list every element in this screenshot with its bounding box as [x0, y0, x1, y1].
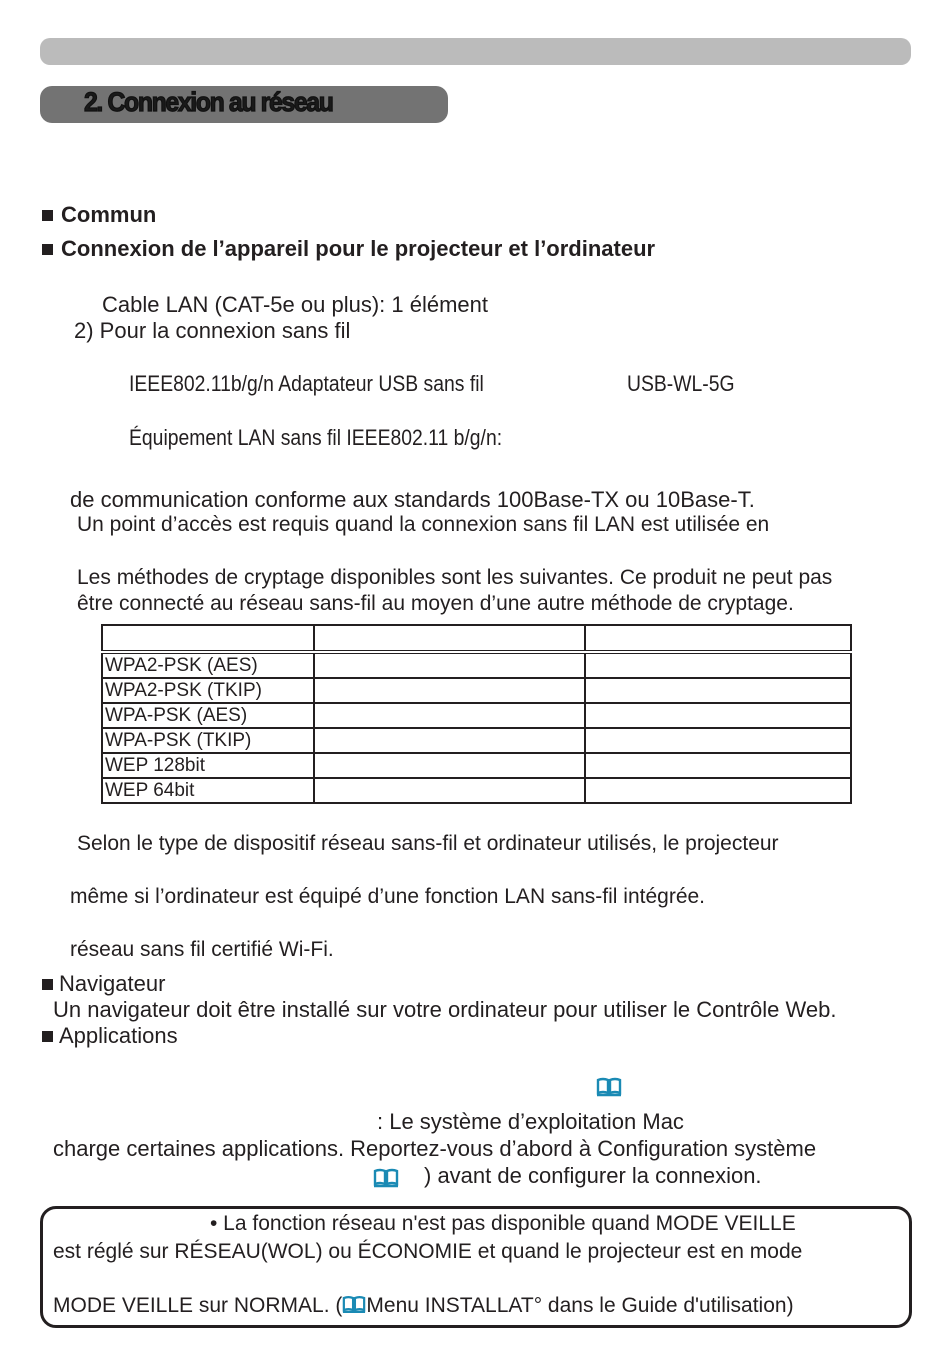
heading-navigateur: [42, 971, 165, 997]
note-line-2: est réglé sur RÉSEAU(WOL) ou ÉCONOMIE et quand le projecteur est en mode: [53, 1240, 803, 1263]
table-cell: [585, 753, 851, 778]
table-header-cell: [585, 625, 851, 652]
cable-lan-text: Cable LAN (CAT-5e ou plus): 1 élément: [102, 292, 488, 317]
encryption-table: [101, 624, 852, 804]
note-line-1: • La fonction réseau n'est pas disponible quand MODE VEILLE: [210, 1212, 796, 1235]
mac-text: : Le système d’exploitation Mac: [377, 1109, 684, 1134]
navigateur-text: Un navigateur doit être installé sur votre ordinateur pour utiliser le Contrôle Web.: [53, 997, 837, 1022]
book-icon: [373, 1168, 399, 1188]
header-bar: [40, 38, 911, 65]
encryption-text-1: Les méthodes de cryptage disponibles sont les suivantes. Ce produit ne peut pas: [77, 566, 833, 589]
table-cell-method: WPA2-PSK (TKIP): [102, 678, 314, 703]
section-title: 2. Connexion au réseau: [84, 87, 333, 117]
usb-model-text: USB-WL-5G: [627, 371, 735, 396]
table-cell: [314, 678, 585, 703]
charge-text: charge certaines applications. Reportez-vous d’abord à Configuration système: [53, 1136, 817, 1161]
square-bullet-icon: [42, 1031, 53, 1042]
meme-text: même si l’ordinateur est équipé d’une fonction LAN sans-fil intégrée.: [70, 885, 706, 908]
book-icon: [342, 1295, 366, 1314]
book-icon: [596, 1077, 622, 1097]
table-row: [102, 652, 851, 678]
note-line-3-end: Menu INSTALLAT° dans le Guide d'utilisation): [366, 1294, 794, 1317]
table-cell: [585, 703, 851, 728]
table-cell: [314, 703, 585, 728]
heading-connexion: [42, 236, 655, 262]
heading-connexion-text: Connexion de l’appareil pour le projecteur et l’ordinateur: [61, 236, 656, 261]
wireless-equipment-text: Équipement LAN sans fil IEEE802.11 b/g/n:: [129, 425, 503, 450]
table-cell-method: WPA-PSK (TKIP): [102, 728, 314, 753]
table-row: [102, 703, 851, 728]
table-cell: [314, 778, 585, 803]
heading-commun: [42, 202, 156, 228]
square-bullet-icon: [42, 210, 53, 221]
reseau-text: réseau sans fil certifié Wi-Fi.: [70, 938, 334, 961]
square-bullet-icon: [42, 244, 53, 255]
selon-text: Selon le type de dispositif réseau sans-fil et ordinateur utilisés, le projecteur: [77, 832, 779, 855]
standards-text: de communication conforme aux standards 100Base-TX ou 10Base-T.: [70, 487, 755, 512]
table-header-row: [102, 625, 851, 652]
note-line-3-start: MODE VEILLE sur NORMAL. (: [53, 1294, 343, 1317]
table-cell: [585, 652, 851, 678]
usb-adapter-text: IEEE802.11b/g/n Adaptateur USB sans fil: [129, 371, 484, 396]
avant-text: ) avant de configurer la connexion.: [424, 1163, 762, 1188]
table-cell-method: WEP 64bit: [102, 778, 314, 803]
note-line-3: [53, 1294, 794, 1318]
table-cell-method: WPA2-PSK (AES): [102, 652, 314, 678]
heading-applications: [42, 1023, 178, 1049]
table-row: [102, 728, 851, 753]
table-cell-method: WEP 128bit: [102, 753, 314, 778]
heading-commun-text: Commun: [61, 202, 157, 227]
table-header-cell: [314, 625, 585, 652]
table-cell: [585, 728, 851, 753]
table-cell: [314, 753, 585, 778]
table-row: [102, 678, 851, 703]
encryption-text-2: être connecté au réseau sans-fil au moyen d’une autre méthode de cryptage.: [77, 592, 794, 615]
table-header-cell: [102, 625, 314, 652]
square-bullet-icon: [42, 979, 53, 990]
table-row: [102, 753, 851, 778]
heading-applications-text: Applications: [59, 1023, 178, 1048]
table-cell: [314, 728, 585, 753]
table-cell-method: WPA-PSK (AES): [102, 703, 314, 728]
access-point-text: Un point d’accès est requis quand la connexion sans fil LAN est utilisée en: [77, 513, 770, 536]
table-cell: [585, 678, 851, 703]
table-row: [102, 778, 851, 803]
table-cell: [585, 778, 851, 803]
wireless-item-text: 2) Pour la connexion sans fil: [74, 318, 351, 343]
table-cell: [314, 652, 585, 678]
heading-navigateur-text: Navigateur: [59, 971, 166, 996]
